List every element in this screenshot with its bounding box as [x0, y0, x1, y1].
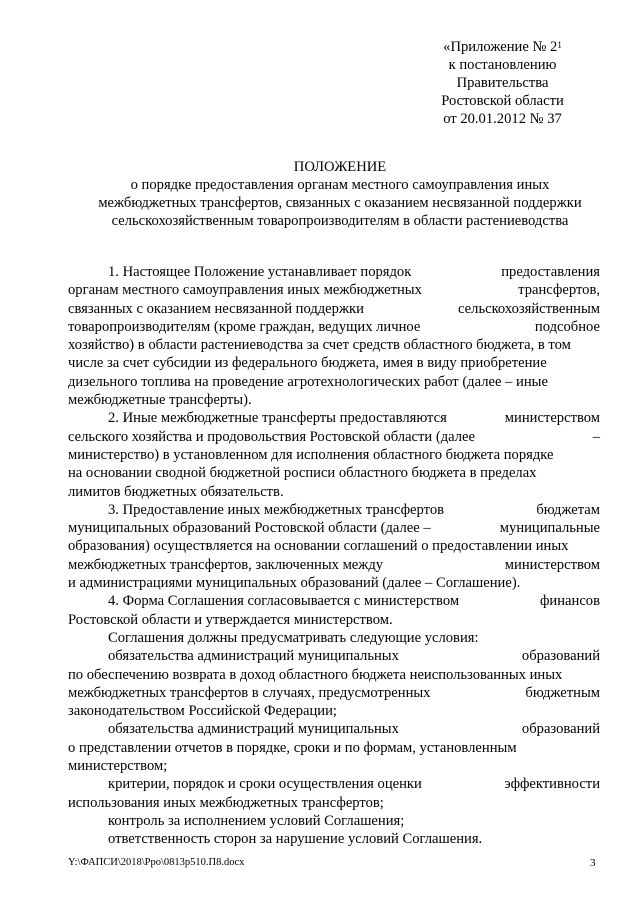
title-subtitle-3: сельскохозяйственным товаропроизводителям в области растениеводства [111, 213, 569, 229]
page-number: 3 [590, 857, 596, 869]
paragraph-4-line: Ростовской области и утверждается министерством. [68, 611, 393, 628]
condition-3-line: использования иных межбюджетных трансфертов; [68, 794, 384, 811]
condition-2-line: о представлении отчетов в порядке, сроки и по формам, установленным [68, 739, 517, 756]
annex-superscript: 1 [557, 40, 562, 50]
annex-number: «Приложение № 2 [443, 39, 558, 55]
paragraph-1-line: межбюджетные трансферты). [68, 392, 252, 409]
paragraph-3-line: и администрациями муниципальных образований (далее – Соглашение). [68, 575, 521, 592]
annex-line-2: к постановлению [448, 57, 557, 73]
condition-1-line: законодательством Российской Федерации; [68, 703, 337, 720]
footer-file-path: Y:\ФАПСИ\2018\Рро\0813р510.П8.docx [68, 857, 245, 868]
paragraph-1-line: 1. Настоящее Положение устанавливает порядок предоставления [108, 264, 600, 280]
paragraph-1-line: числе за счет субсидии из федерального бюджета, имея в виду приобретение [68, 355, 547, 372]
conditions-intro: Соглашения должны предусматривать следующие условия: [108, 629, 479, 646]
paragraph-2-line: министерство) в установленном для исполнения областного бюджета порядке [68, 446, 554, 463]
paragraph-1-line: хозяйство) в области растениеводства за счет средств областного бюджета, в том [68, 337, 571, 354]
paragraph-4-line: 4. Форма Соглашения согласовывается с министерством финансов [108, 593, 600, 610]
document-title [60, 158, 620, 230]
paragraph-2-line: на основании сводной бюджетной росписи областного бюджета в пределах [68, 465, 537, 482]
paragraph-2-line: сельского хозяйства и продовольствия Ростовской области (далее – [68, 428, 600, 445]
paragraph-2-line: 2. Иные межбюджетные трансферты предоставляются министерством [108, 410, 600, 427]
condition-2-line: министерством; [68, 758, 168, 775]
paragraph-1-line: связанных с оказанием несвязанной поддержки сельскохозяйственным [68, 300, 600, 317]
condition-5-line: ответственность сторон за нарушение условий Соглашения. [108, 831, 483, 848]
annex-line-5: от 20.01.2012 № 37 [443, 111, 562, 127]
title-subtitle-1: о порядке предоставления органам местного самоуправления иных [130, 177, 550, 193]
annex-line-3: Правительства [456, 75, 549, 91]
annex-line-4: Ростовской области [441, 93, 564, 109]
condition-4-line: контроль за исполнением условий Соглашения; [108, 812, 405, 829]
document-body [68, 263, 600, 849]
paragraph-3-line: 3. Предоставление иных межбюджетных трансфертов бюджетам [108, 501, 600, 518]
annex-header [420, 38, 585, 128]
condition-1-line: межбюджетных трансфертов в случаях, предусмотренных бюджетным [68, 684, 600, 701]
title-subtitle-2: межбюджетных трансфертов, связанных с оказанием несвязанной поддержки [98, 195, 582, 211]
annex-line-1 [420, 38, 585, 56]
paragraph-3-line: межбюджетных трансфертов, заключенных между министерством [68, 556, 600, 573]
condition-2-line: обязательства администраций муниципальных образований [108, 721, 600, 738]
paragraph-1-line: товаропроизводителям (кроме граждан, ведущих личное подсобное [68, 318, 600, 335]
title-heading: ПОЛОЖЕНИЕ [293, 159, 387, 175]
condition-3-line: критерии, порядок и сроки осуществления оценки эффективности [108, 776, 600, 793]
condition-1-line: обязательства администраций муниципальных образований [108, 648, 600, 665]
condition-1-line: по обеспечению возврата в доход областного бюджета неиспользованных иных [68, 666, 563, 683]
paragraph-1-line: дизельного топлива на проведение агротехнологических работ (далее – иные [68, 373, 548, 390]
paragraph-2-line: лимитов бюджетных обязательств. [68, 483, 284, 500]
paragraph-3-line: муниципальных образований Ростовской области (далее – муниципальные [68, 520, 600, 537]
paragraph-1-line: органам местного самоуправления иных межбюджетных трансфертов, [68, 282, 600, 299]
paragraph-3-line: образования) осуществляется на основании соглашений о предоставлении иных [68, 538, 569, 555]
